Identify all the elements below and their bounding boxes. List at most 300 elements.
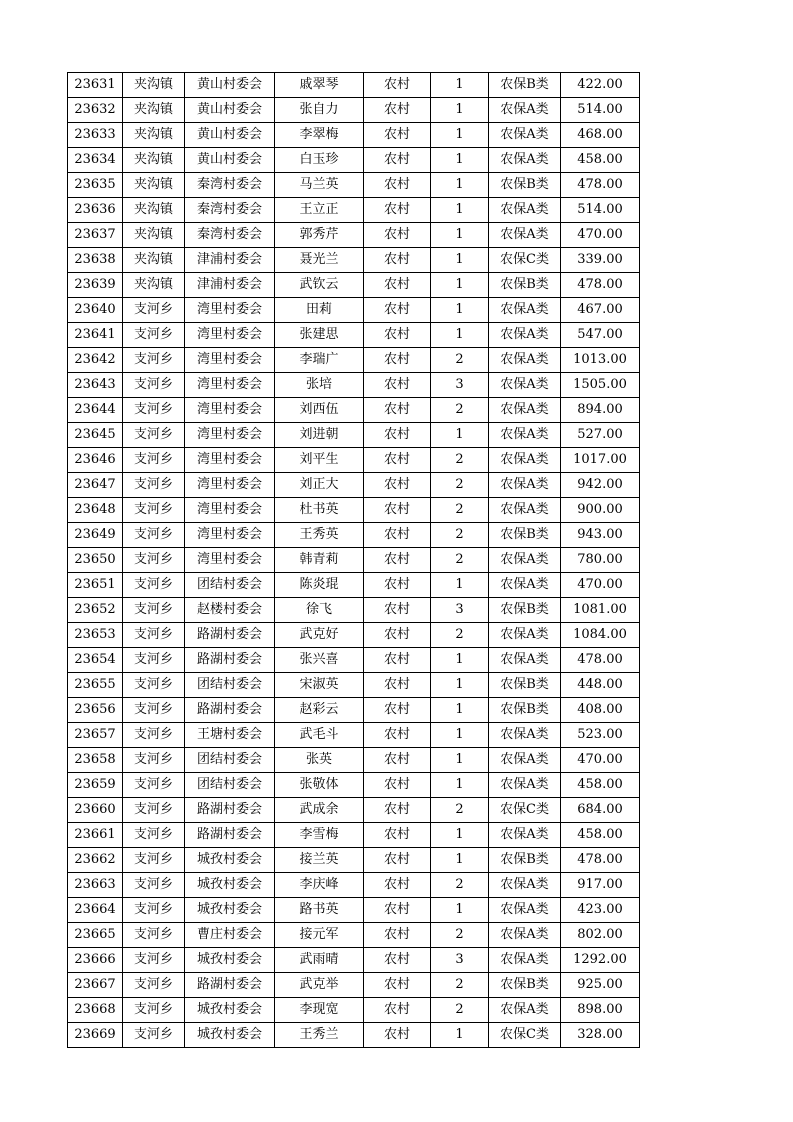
amount-cell: 802.00 [561,923,640,948]
amount-cell: 458.00 [561,773,640,798]
person-name-cell: 王秀兰 [275,1023,364,1048]
table-row [68,848,640,873]
table-row [68,148,640,173]
amount-cell: 467.00 [561,298,640,323]
household-type-cell: 农村 [364,148,431,173]
township-cell: 支河乡 [123,798,185,823]
person-name-cell: 张自力 [275,98,364,123]
township-cell: 夹沟镇 [123,273,185,298]
insurance-category-cell: 农保A类 [489,573,561,598]
household-type-cell: 农村 [364,648,431,673]
record-id-cell: 23636 [68,198,123,223]
member-count-cell: 3 [431,373,489,398]
insurance-category-cell: 农保B类 [489,273,561,298]
township-cell: 支河乡 [123,448,185,473]
village-committee-cell: 曹庄村委会 [185,923,275,948]
township-cell: 夹沟镇 [123,248,185,273]
insurance-category-cell: 农保B类 [489,598,561,623]
household-type-cell: 农村 [364,998,431,1023]
record-id-cell: 23633 [68,123,123,148]
record-id-cell: 23638 [68,248,123,273]
township-cell: 支河乡 [123,523,185,548]
table-row [68,748,640,773]
township-cell: 支河乡 [123,623,185,648]
person-name-cell: 郭秀芹 [275,223,364,248]
table-row [68,473,640,498]
person-name-cell: 王秀英 [275,523,364,548]
amount-cell: 1013.00 [561,348,640,373]
township-cell: 支河乡 [123,698,185,723]
township-cell: 支河乡 [123,673,185,698]
person-name-cell: 杜书英 [275,498,364,523]
person-name-cell: 路书英 [275,898,364,923]
person-name-cell: 刘进朝 [275,423,364,448]
township-cell: 夹沟镇 [123,98,185,123]
record-id-cell: 23656 [68,698,123,723]
table-row [68,498,640,523]
amount-cell: 478.00 [561,848,640,873]
member-count-cell: 1 [431,848,489,873]
township-cell: 夹沟镇 [123,198,185,223]
township-cell: 支河乡 [123,648,185,673]
person-name-cell: 武成余 [275,798,364,823]
township-cell: 支河乡 [123,873,185,898]
member-count-cell: 1 [431,723,489,748]
member-count-cell: 1 [431,223,489,248]
household-type-cell: 农村 [364,73,431,98]
township-cell: 支河乡 [123,898,185,923]
amount-cell: 339.00 [561,248,640,273]
household-type-cell: 农村 [364,273,431,298]
village-committee-cell: 赵楼村委会 [185,598,275,623]
member-count-cell: 1 [431,823,489,848]
village-committee-cell: 湾里村委会 [185,498,275,523]
record-id-cell: 23644 [68,398,123,423]
insurance-category-cell: 农保C类 [489,798,561,823]
township-cell: 支河乡 [123,498,185,523]
village-committee-cell: 团结村委会 [185,673,275,698]
township-cell: 支河乡 [123,948,185,973]
village-committee-cell: 秦湾村委会 [185,173,275,198]
table-row [68,948,640,973]
township-cell: 支河乡 [123,473,185,498]
person-name-cell: 韩青莉 [275,548,364,573]
record-id-cell: 23665 [68,923,123,948]
insurance-category-cell: 农保A类 [489,623,561,648]
record-id-cell: 23657 [68,723,123,748]
amount-cell: 478.00 [561,273,640,298]
village-committee-cell: 秦湾村委会 [185,198,275,223]
township-cell: 支河乡 [123,748,185,773]
household-type-cell: 农村 [364,873,431,898]
village-committee-cell: 路湖村委会 [185,623,275,648]
record-id-cell: 23645 [68,423,123,448]
village-committee-cell: 路湖村委会 [185,698,275,723]
record-id-cell: 23668 [68,998,123,1023]
member-count-cell: 3 [431,948,489,973]
member-count-cell: 2 [431,548,489,573]
table-row [68,573,640,598]
village-committee-cell: 路湖村委会 [185,648,275,673]
amount-cell: 468.00 [561,123,640,148]
member-count-cell: 2 [431,523,489,548]
household-type-cell: 农村 [364,623,431,648]
table-row [68,123,640,148]
township-cell: 支河乡 [123,823,185,848]
person-name-cell: 李瑞广 [275,348,364,373]
table-row [68,598,640,623]
member-count-cell: 1 [431,748,489,773]
village-committee-cell: 路湖村委会 [185,798,275,823]
township-cell: 支河乡 [123,848,185,873]
village-committee-cell: 湾里村委会 [185,323,275,348]
table-row [68,1023,640,1048]
amount-cell: 780.00 [561,548,640,573]
township-cell: 支河乡 [123,548,185,573]
record-id-cell: 23666 [68,948,123,973]
village-committee-cell: 团结村委会 [185,773,275,798]
person-name-cell: 刘正大 [275,473,364,498]
amount-cell: 527.00 [561,423,640,448]
amount-cell: 408.00 [561,698,640,723]
village-committee-cell: 城孜村委会 [185,873,275,898]
member-count-cell: 2 [431,998,489,1023]
record-id-cell: 23662 [68,848,123,873]
amount-cell: 925.00 [561,973,640,998]
person-name-cell: 李现宽 [275,998,364,1023]
village-committee-cell: 津浦村委会 [185,273,275,298]
record-id-cell: 23663 [68,873,123,898]
village-committee-cell: 团结村委会 [185,748,275,773]
table-row [68,773,640,798]
household-type-cell: 农村 [364,598,431,623]
member-count-cell: 2 [431,923,489,948]
table-row [68,173,640,198]
member-count-cell: 2 [431,448,489,473]
household-type-cell: 农村 [364,173,431,198]
township-cell: 支河乡 [123,323,185,348]
insurance-category-cell: 农保A类 [489,723,561,748]
table-row [68,973,640,998]
village-committee-cell: 城孜村委会 [185,948,275,973]
record-id-cell: 23641 [68,323,123,348]
data-table [67,72,640,1048]
table-row [68,398,640,423]
village-committee-cell: 湾里村委会 [185,373,275,398]
village-committee-cell: 津浦村委会 [185,248,275,273]
village-committee-cell: 城孜村委会 [185,1023,275,1048]
person-name-cell: 李庆峰 [275,873,364,898]
amount-cell: 894.00 [561,398,640,423]
insurance-category-cell: 农保A类 [489,898,561,923]
household-type-cell: 农村 [364,373,431,398]
household-type-cell: 农村 [364,423,431,448]
amount-cell: 1292.00 [561,948,640,973]
household-type-cell: 农村 [364,898,431,923]
village-committee-cell: 湾里村委会 [185,448,275,473]
member-count-cell: 1 [431,98,489,123]
member-count-cell: 1 [431,648,489,673]
township-cell: 夹沟镇 [123,148,185,173]
table-row [68,923,640,948]
amount-cell: 514.00 [561,98,640,123]
amount-cell: 898.00 [561,998,640,1023]
township-cell: 支河乡 [123,598,185,623]
household-type-cell: 农村 [364,448,431,473]
insurance-category-cell: 农保A类 [489,98,561,123]
table-row [68,373,640,398]
village-committee-cell: 城孜村委会 [185,848,275,873]
insurance-category-cell: 农保C类 [489,248,561,273]
amount-cell: 328.00 [561,1023,640,1048]
table-row [68,898,640,923]
insurance-category-cell: 农保A类 [489,423,561,448]
township-cell: 支河乡 [123,423,185,448]
amount-cell: 523.00 [561,723,640,748]
person-name-cell: 徐飞 [275,598,364,623]
record-id-cell: 23660 [68,798,123,823]
amount-cell: 1017.00 [561,448,640,473]
amount-cell: 1084.00 [561,623,640,648]
person-name-cell: 武钦云 [275,273,364,298]
record-id-cell: 23655 [68,673,123,698]
township-cell: 支河乡 [123,1023,185,1048]
member-count-cell: 1 [431,273,489,298]
record-id-cell: 23661 [68,823,123,848]
household-type-cell: 农村 [364,98,431,123]
township-cell: 夹沟镇 [123,73,185,98]
record-id-cell: 23646 [68,448,123,473]
table-row [68,73,640,98]
household-type-cell: 农村 [364,948,431,973]
insurance-category-cell: 农保A类 [489,923,561,948]
village-committee-cell: 城孜村委会 [185,998,275,1023]
household-type-cell: 农村 [364,198,431,223]
person-name-cell: 王立正 [275,198,364,223]
insurance-category-cell: 农保A类 [489,148,561,173]
insurance-category-cell: 农保A类 [489,448,561,473]
person-name-cell: 宋淑英 [275,673,364,698]
record-id-cell: 23651 [68,573,123,598]
person-name-cell: 聂光兰 [275,248,364,273]
person-name-cell: 张敬体 [275,773,364,798]
insurance-category-cell: 农保A类 [489,223,561,248]
amount-cell: 458.00 [561,148,640,173]
person-name-cell: 白玉珍 [275,148,364,173]
household-type-cell: 农村 [364,573,431,598]
insurance-category-cell: 农保A类 [489,348,561,373]
record-id-cell: 23667 [68,973,123,998]
amount-cell: 547.00 [561,323,640,348]
township-cell: 支河乡 [123,298,185,323]
household-type-cell: 农村 [364,398,431,423]
table-row [68,873,640,898]
village-committee-cell: 路湖村委会 [185,973,275,998]
village-committee-cell: 黄山村委会 [185,98,275,123]
table-row [68,423,640,448]
member-count-cell: 1 [431,573,489,598]
person-name-cell: 张英 [275,748,364,773]
household-type-cell: 农村 [364,823,431,848]
record-id-cell: 23658 [68,748,123,773]
township-cell: 支河乡 [123,973,185,998]
household-type-cell: 农村 [364,348,431,373]
member-count-cell: 1 [431,198,489,223]
member-count-cell: 1 [431,423,489,448]
household-type-cell: 农村 [364,923,431,948]
household-type-cell: 农村 [364,973,431,998]
village-committee-cell: 湾里村委会 [185,298,275,323]
person-name-cell: 武克举 [275,973,364,998]
township-cell: 支河乡 [123,923,185,948]
household-type-cell: 农村 [364,223,431,248]
insurance-category-cell: 农保B类 [489,523,561,548]
member-count-cell: 1 [431,773,489,798]
village-committee-cell: 湾里村委会 [185,473,275,498]
insurance-category-cell: 农保B类 [489,673,561,698]
member-count-cell: 1 [431,123,489,148]
insurance-category-cell: 农保A类 [489,373,561,398]
record-id-cell: 23643 [68,373,123,398]
household-type-cell: 农村 [364,123,431,148]
village-committee-cell: 城孜村委会 [185,898,275,923]
amount-cell: 470.00 [561,573,640,598]
member-count-cell: 1 [431,173,489,198]
village-committee-cell: 路湖村委会 [185,823,275,848]
household-type-cell: 农村 [364,473,431,498]
record-id-cell: 23640 [68,298,123,323]
amount-cell: 423.00 [561,898,640,923]
record-id-cell: 23642 [68,348,123,373]
record-id-cell: 23632 [68,98,123,123]
insurance-category-cell: 农保B类 [489,173,561,198]
household-type-cell: 农村 [364,673,431,698]
insurance-category-cell: 农保B类 [489,698,561,723]
amount-cell: 470.00 [561,223,640,248]
member-count-cell: 2 [431,873,489,898]
village-committee-cell: 黄山村委会 [185,123,275,148]
record-id-cell: 23648 [68,498,123,523]
table-row [68,648,640,673]
member-count-cell: 1 [431,698,489,723]
table-row [68,548,640,573]
village-committee-cell: 黄山村委会 [185,148,275,173]
amount-cell: 458.00 [561,823,640,848]
member-count-cell: 2 [431,498,489,523]
amount-cell: 470.00 [561,748,640,773]
village-committee-cell: 王塘村委会 [185,723,275,748]
member-count-cell: 1 [431,148,489,173]
amount-cell: 1505.00 [561,373,640,398]
person-name-cell: 接元军 [275,923,364,948]
amount-cell: 917.00 [561,873,640,898]
person-name-cell: 张建思 [275,323,364,348]
amount-cell: 943.00 [561,523,640,548]
insurance-category-cell: 农保A类 [489,323,561,348]
member-count-cell: 1 [431,73,489,98]
table-row [68,223,640,248]
record-id-cell: 23654 [68,648,123,673]
household-type-cell: 农村 [364,698,431,723]
record-id-cell: 23669 [68,1023,123,1048]
table-row [68,623,640,648]
household-type-cell: 农村 [364,248,431,273]
insurance-category-cell: 农保A类 [489,298,561,323]
village-committee-cell: 秦湾村委会 [185,223,275,248]
amount-cell: 478.00 [561,173,640,198]
insurance-category-cell: 农保A类 [489,123,561,148]
insurance-category-cell: 农保A类 [489,873,561,898]
household-type-cell: 农村 [364,298,431,323]
member-count-cell: 2 [431,348,489,373]
household-type-cell: 农村 [364,498,431,523]
member-count-cell: 1 [431,298,489,323]
person-name-cell: 李雪梅 [275,823,364,848]
table-row [68,248,640,273]
table-row [68,823,640,848]
insurance-category-cell: 农保A类 [489,748,561,773]
insurance-category-cell: 农保B类 [489,973,561,998]
table-row [68,448,640,473]
amount-cell: 684.00 [561,798,640,823]
village-committee-cell: 湾里村委会 [185,423,275,448]
village-committee-cell: 湾里村委会 [185,348,275,373]
village-committee-cell: 黄山村委会 [185,73,275,98]
table-body [68,73,640,1048]
insurance-category-cell: 农保C类 [489,1023,561,1048]
insurance-category-cell: 农保B类 [489,73,561,98]
member-count-cell: 1 [431,248,489,273]
record-id-cell: 23664 [68,898,123,923]
village-committee-cell: 湾里村委会 [185,523,275,548]
household-type-cell: 农村 [364,748,431,773]
table-row [68,298,640,323]
record-id-cell: 23649 [68,523,123,548]
village-committee-cell: 湾里村委会 [185,398,275,423]
household-type-cell: 农村 [364,548,431,573]
insurance-category-cell: 农保A类 [489,498,561,523]
person-name-cell: 刘西伍 [275,398,364,423]
table-row [68,348,640,373]
table-row [68,198,640,223]
record-id-cell: 23635 [68,173,123,198]
person-name-cell: 武雨晴 [275,948,364,973]
record-id-cell: 23639 [68,273,123,298]
household-type-cell: 农村 [364,323,431,348]
person-name-cell: 赵彩云 [275,698,364,723]
household-type-cell: 农村 [364,523,431,548]
insurance-category-cell: 农保A类 [489,773,561,798]
person-name-cell: 武克好 [275,623,364,648]
record-id-cell: 23634 [68,148,123,173]
table-row [68,273,640,298]
record-id-cell: 23631 [68,73,123,98]
amount-cell: 478.00 [561,648,640,673]
township-cell: 支河乡 [123,773,185,798]
amount-cell: 1081.00 [561,598,640,623]
record-id-cell: 23647 [68,473,123,498]
township-cell: 支河乡 [123,723,185,748]
record-id-cell: 23653 [68,623,123,648]
insurance-category-cell: 农保A类 [489,823,561,848]
insurance-category-cell: 农保A类 [489,548,561,573]
person-name-cell: 武毛斗 [275,723,364,748]
table-row [68,723,640,748]
member-count-cell: 2 [431,798,489,823]
household-type-cell: 农村 [364,848,431,873]
member-count-cell: 2 [431,473,489,498]
amount-cell: 900.00 [561,498,640,523]
